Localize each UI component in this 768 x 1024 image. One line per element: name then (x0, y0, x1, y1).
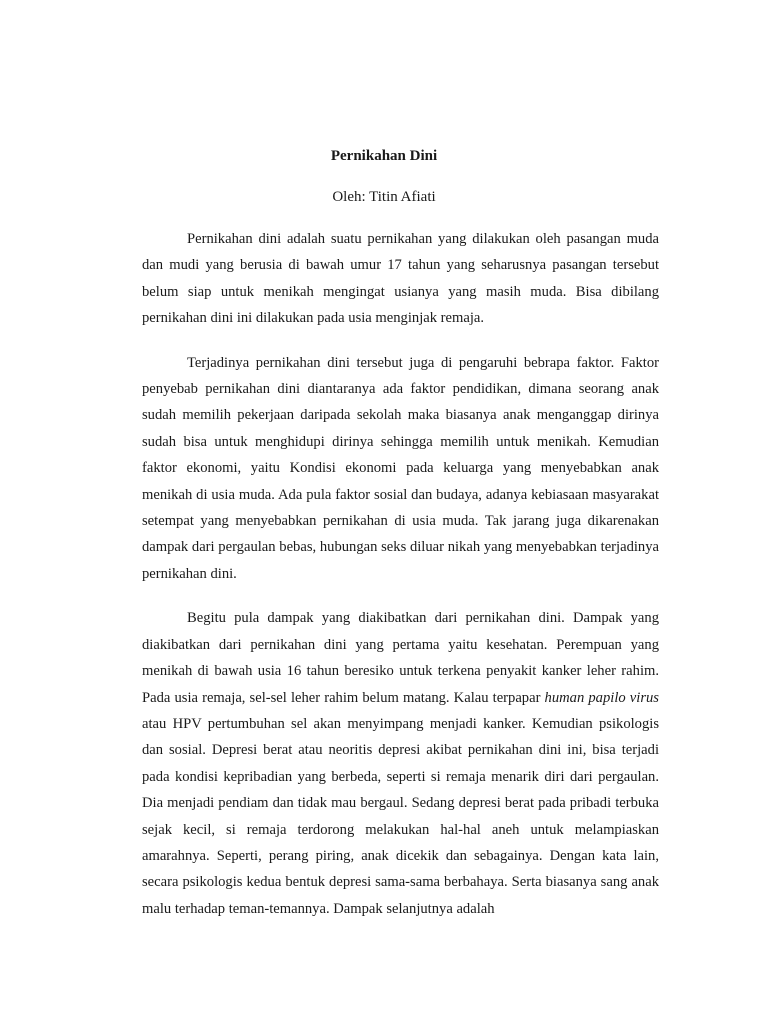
paragraph-impacts (142, 605, 659, 922)
document-author: Oleh: Titin Afiati (332, 189, 436, 205)
document-title: Pernikahan Dini (330, 148, 438, 164)
paragraph-impacts-text-before: Begitu pula dampak yang diakibatkan dari pernikahan dini. Dampak yang diakibatkan dari pernikahan dini yang pertama yaitu kesehatan. Perempuan yang menikah di bawah usia 16 tahun beresiko untuk terkena penyakit kanker leher rahim. Pada usia remaja, sel-sel leher rahim belum matang. Kalau terpapar (142, 610, 659, 706)
document-body (142, 226, 659, 940)
paragraph-impacts-text-after: atau HPV pertumbuhan sel akan menyimpang menjadi kanker. Kemudian psikologis dan sosial. Depresi berat atau neoritis depresi akibat pernikahan dini ini, bisa terjadi pada kondisi kepribadian yang berbeda, seperti si remaja menarik diri dari pergaulan. Dia menjadi pendiam dan tidak mau bergaul. Sedang depresi berat pada pribadi terbuka sejak kecil, si remaja terdorong melakukan hal-hal aneh untuk melampiaskan amarahnya. Seperti, perang piring, anak dicekik dan sebagainya. Dengan kata lain, secara psikologis kedua bentuk depresi sama-sama berbahaya. Serta biasanya sang anak malu terhadap teman-temannya. Dampak selanjutnya adalah (142, 715, 659, 917)
italic-term-hpv: human papilo virus (544, 689, 659, 706)
paragraph-factors: Terjadinya pernikahan dini tersebut juga di pengaruhi bebrapa faktor. Faktor penyebab pernikahan dini diantaranya ada faktor pendidikan, dimana seorang anak sudah memilih pekerjaan daripada sekolah maka biasanya anak menganggap dirinya sudah bisa untuk menghidupi dirinya sehingga memilih untuk menikah. Kemudian faktor ekonomi, yaitu Kondisi ekonomi pada keluarga yang menyebabkan anak menikah di usia muda. Ada pula faktor sosial dan budaya, adanya kebiasaan masyarakat setempat yang menyebabkan pernikahan di usia muda. Tak jarang juga dikarenakan dampak dari pergaulan bebas, hubungan seks diluar nikah yang menyebabkan terjadinya pernikahan dini. (142, 354, 659, 582)
paragraph-definition: Pernikahan dini adalah suatu pernikahan yang dilakukan oleh pasangan muda dan mudi yang berusia di bawah umur 17 tahun yang seharusnya pasangan tersebut belum siap untuk menikah mengingat usianya yang masih muda. Bisa dibilang pernikahan dini ini dilakukan pada usia menginjak remaja. (142, 231, 659, 327)
